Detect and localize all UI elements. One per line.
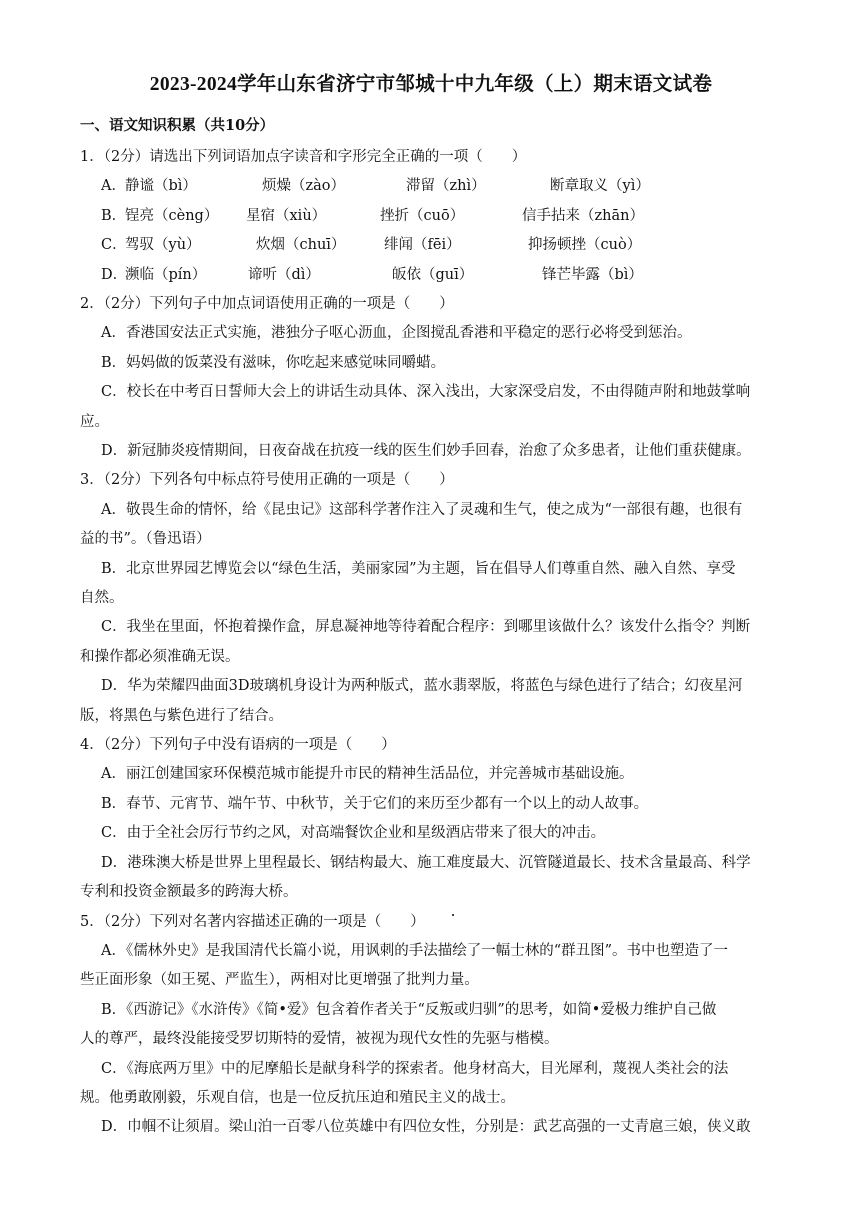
question-stem: 4．（2分）下列句子中没有语病的一项是（ ） <box>80 737 396 754</box>
section-heading: 一、语文知识积累（共10分） <box>80 117 275 134</box>
option-c: C．我坐在里面，怀抱着操作盒，屏息凝神地等待着配合程序：到哪里该做什么？该发什么指令？判断 <box>101 619 751 636</box>
question-stem: 3．（2分）下列各句中标点符号使用正确的一项是（ ） <box>80 472 454 489</box>
question-3 <box>80 466 782 731</box>
option-item: 抑扬顿挫（cuò） <box>528 237 642 254</box>
page-title: 2023-2024学年山东省济宁市邹城十中九年级（上）期末语文试卷 <box>149 74 713 95</box>
option-item: 皈依（guī） <box>392 266 474 283</box>
option-a: A．香港国安法正式实施，港独分子呕心沥血，企图搅乱香港和平稳定的恶行必将受到惩治。 <box>101 325 692 342</box>
option-item: 锃亮（cèng） <box>125 207 219 224</box>
question-5 <box>80 908 782 1143</box>
option-item: 滞留（zhì） <box>406 178 486 195</box>
option-item: 静谧（bì） <box>125 178 197 195</box>
option-a: A．《儒林外史》是我国清代长篇小说，用讽刺的手法描绘了一幅士林的“群丑图”。书中也塑造了一 <box>101 942 729 959</box>
option-b-continued: 人的尊严，最终没能接受罗切斯特的爱情，被视为现代女性的先驱与楷模。 <box>80 1031 559 1048</box>
option-b: B．《西游记》《水浒传》《简•爱》包含着作者关于“反叛或归驯”的思考，如简•爱极力维护自己做 <box>101 1001 717 1018</box>
question-2 <box>80 290 782 466</box>
option-item: 绯闻（fēi） <box>384 237 461 254</box>
option-c-continued: 规。他勇敢刚毅，乐观自信，也是一位反抗压迫和殖民主义的战士。 <box>80 1089 515 1106</box>
option-item: 挫折（cuō） <box>380 207 465 224</box>
option-d-continued: 版，将黑色与紫色进行了结合。 <box>80 707 283 724</box>
option-c: C．《海底两万里》中的尼摩船长是献身科学的探索者。他身材高大，目光犀利，蔑视人类社会的法 <box>101 1060 729 1077</box>
option-row-d <box>80 261 782 290</box>
option-b: B．春节、元宵节、端午节、中秋节，关于它们的来历至少都有一个以上的动人故事。 <box>101 795 649 812</box>
option-b: B．北京世界园艺博览会以“绿色生活，美丽家园”为主题，旨在倡导人们尊重自然、融入自然、享受 <box>101 560 736 577</box>
option-a: A．丽江创建国家环保模范城市能提升市民的精神生活品位，并完善城市基础设施。 <box>101 766 634 783</box>
option-d: D．华为荣耀四曲面3D玻璃机身设计为两种版式，蓝水翡翠版，将蓝色与绿色进行了结合；幻夜星河 <box>101 678 743 695</box>
option-row-c <box>80 231 782 260</box>
option-item: 信手拈来（zhān） <box>522 207 644 224</box>
option-a: A．敬畏生命的情怀，给《昆虫记》这部科学著作注入了灵魂和生气，使之成为“一部很有趣，也很有 <box>101 501 743 518</box>
option-item: 濒临（pín） <box>125 266 207 283</box>
option-a-continued: 些正面形象（如王冕、严监生），两相对比更增强了批判力量。 <box>80 972 479 989</box>
option-row-b <box>80 202 782 231</box>
option-c: C．由于全社会厉行节约之风，对高端餐饮企业和星级酒店带来了很大的冲击。 <box>101 825 606 842</box>
option-letter: D． <box>101 266 128 283</box>
option-c: C．校长在中考百日誓师大会上的讲话生动具体、深入浅出，大家深受启发，不由得随声附和地鼓掌响 <box>101 384 751 401</box>
question-stem: 2．（2分）下列句子中加点词语使用正确的一项是（ ） <box>80 295 454 312</box>
option-letter: A． <box>101 178 126 195</box>
option-d: D．巾帼不让须眉。梁山泊一百零八位英雄中有四位女性，分别是：武艺高强的一丈青扈三娘，侠义敢 <box>101 1119 751 1136</box>
option-item: 炊烟（chuī） <box>256 237 346 254</box>
question-4 <box>80 731 782 907</box>
question-stem: 1．（2分）请选出下列词语加点字读音和字形完全正确的一项（ ） <box>80 149 527 165</box>
option-a-continued: 益的书”。（鲁迅语） <box>80 531 211 548</box>
option-c-continued: 应。 <box>80 413 109 430</box>
question-1 <box>80 143 782 290</box>
stray-mark <box>452 914 454 916</box>
option-d: D．港珠澳大桥是世界上里程最长、钢结构最大、施工难度最大、沉管隧道最长、技术含量最高、科学 <box>101 854 751 871</box>
option-item: 星宿（xiù） <box>246 207 327 224</box>
option-item: 驾驭（yù） <box>125 237 201 254</box>
option-d-continued: 专利和投资金额最多的跨海大桥。 <box>80 884 298 901</box>
option-b-continued: 自然。 <box>80 590 124 607</box>
option-item: 锋芒毕露（bì） <box>542 266 643 283</box>
option-item: 谛听（dì） <box>248 266 320 283</box>
option-letter: C． <box>101 237 127 254</box>
question-stem: 5．（2分）下列对名著内容描述正确的一项是（ ） <box>80 913 425 930</box>
option-d: D．新冠肺炎疫情期间，日夜奋战在抗疫一线的医生们妙手回春，治愈了众多患者，让他们重获健康。 <box>101 443 751 459</box>
option-c-continued: 和操作都必须准确无误。 <box>80 648 240 665</box>
option-item: 烦燥（zào） <box>262 178 346 195</box>
option-b: B．妈妈做的饭菜没有滋味，你吃起来感觉味同嚼蜡。 <box>101 354 446 371</box>
option-item: 断章取义（yì） <box>550 178 650 195</box>
option-letter: B． <box>101 207 127 224</box>
option-row-a <box>80 172 782 201</box>
